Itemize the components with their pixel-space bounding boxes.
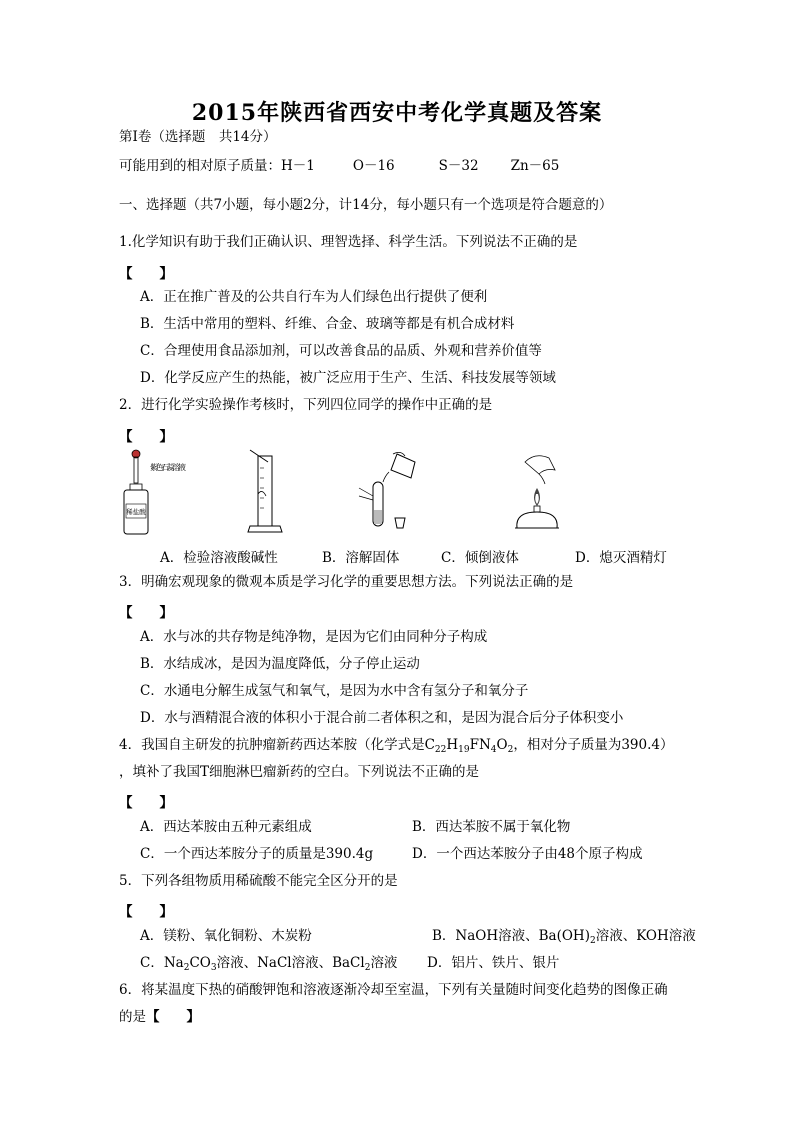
q5-option-b bbox=[432, 927, 696, 945]
figure-d-alcohol-lamp bbox=[505, 448, 575, 536]
figure-b-graduated-cylinder bbox=[238, 448, 288, 536]
mass-o: O－16 bbox=[352, 158, 395, 174]
part-heading: 第Ⅰ卷（选择题 共14分） bbox=[119, 129, 277, 145]
q4-stem-line2: ，填补了我国T细胞淋巴瘤新药的空白。下列说法不正确的是 bbox=[119, 764, 480, 780]
mass-h: H－1 bbox=[281, 158, 315, 174]
q4-stem-pre: 4．我国自主研发的抗肿瘤新药西达苯胺（化学式是C bbox=[119, 737, 435, 753]
q3-option-b: B．水结成冰，是因为温度降低，分子停止运动 bbox=[140, 656, 420, 672]
q1-option-b: B．生活中常用的塑料、纤维、合金、玻璃等都是有机合成材料 bbox=[140, 316, 515, 332]
figure-a-dropper-bottle bbox=[120, 448, 200, 536]
q2-answer-bracket: 【 】 bbox=[119, 429, 173, 445]
q1-option-c: C．合理使用食品添加剂，可以改善食品的品质、外观和营养价值等 bbox=[140, 343, 542, 359]
q5-option-c bbox=[140, 954, 397, 972]
q1-stem: 1.化学知识有助于我们正确认识、理智选择、科学生活。下列说法不正确的是 bbox=[119, 234, 578, 250]
q3-stem: 3．明确宏观现象的微观本质是学习化学的重要思想方法。下列说法正确的是 bbox=[119, 574, 574, 590]
q6-stem-line2 bbox=[119, 1008, 200, 1026]
q6-answer-bracket: 【 】 bbox=[146, 1009, 200, 1025]
q5-c-sub1: 2 bbox=[183, 963, 190, 973]
q4-el-h: H bbox=[446, 737, 459, 753]
q4-stem bbox=[119, 736, 674, 754]
q1-option-a: A．正在推广普及的公共自行车为人们绿色出行提供了便利 bbox=[140, 289, 488, 305]
q5-c-mid2: 溶液、NaCl溶液、BaCl bbox=[216, 955, 365, 971]
section-heading: 一、选择题（共7小题，每小题2分，计14分，每小题只有一个选项是符合题意的） bbox=[119, 197, 613, 213]
q5-c-sub2: 3 bbox=[210, 963, 217, 973]
q6-stem2: 的是 bbox=[119, 1009, 146, 1025]
q5-option-d: D．铝片、铁片、银片 bbox=[427, 955, 560, 971]
q2-option-c: C．倾倒液体 bbox=[441, 550, 519, 566]
q3-option-c: C．水通电分解生成氢气和氧气，是因为水中含有氢分子和氧分子 bbox=[140, 683, 529, 699]
q2-option-d: D．熄灭酒精灯 bbox=[575, 550, 667, 566]
q4-el-o: O bbox=[496, 737, 508, 753]
q5-c-pre: C．Na bbox=[140, 955, 184, 971]
q5-option-a: A．镁粉、氧化铜粉、木炭粉 bbox=[140, 928, 312, 944]
q4-option-c: C．一个西达苯胺分子的质量是390.4g bbox=[140, 846, 374, 862]
q4-sub-n: 4 bbox=[490, 745, 497, 755]
q2-option-b: B．溶解固体 bbox=[322, 550, 400, 566]
reagent-label: 紫色石蕊溶液 bbox=[150, 463, 186, 472]
atomic-masses bbox=[119, 157, 559, 175]
q1-option-d: D．化学反应产生的热能，被广泛应用于生产、生活、科技发展等领域 bbox=[140, 370, 556, 386]
q5-answer-bracket: 【 】 bbox=[119, 904, 173, 920]
q4-option-d: D．一个西达苯胺分子由48个原子构成 bbox=[412, 846, 643, 862]
q3-answer-bracket: 【 】 bbox=[119, 605, 173, 621]
q4-answer-bracket: 【 】 bbox=[119, 795, 173, 811]
mass-zn: Zn－65 bbox=[510, 158, 560, 174]
q4-sub-o: 2 bbox=[507, 745, 514, 755]
page-title: 2015年陕西省西安中考化学真题及答案 bbox=[191, 100, 603, 126]
q5-b-pre: B．NaOH溶液、Ba(OH) bbox=[432, 928, 590, 944]
q4-el-fn: FN bbox=[469, 737, 491, 753]
q3-option-d: D．水与酒精混合液的体积小于混合前二者体积之和，是因为混合后分子体积变小 bbox=[140, 710, 624, 726]
q2-option-a: A．检验溶液酸碱性 bbox=[160, 550, 278, 566]
figure-c-pouring-liquid bbox=[345, 448, 425, 536]
q2-stem: 2．进行化学实验操作考核时，下列四位同学的操作中正确的是 bbox=[119, 397, 493, 413]
q5-b-post: 溶液、KOH溶液 bbox=[595, 928, 696, 944]
q4-stem-post: ，相对分子质量为390.4） bbox=[513, 737, 674, 753]
mass-s: S－32 bbox=[438, 158, 479, 174]
q1-answer-bracket: 【 】 bbox=[119, 266, 173, 282]
q5-c-mid1: CO bbox=[189, 955, 211, 971]
q6-stem: 6．将某温度下热的硝酸钾饱和溶液逐渐冷却至室温，下列有关量随时间变化趋势的图像正确 bbox=[119, 982, 668, 998]
q5-b-sub: 2 bbox=[589, 936, 596, 946]
q4-option-b: B．西达苯胺不属于氧化物 bbox=[412, 819, 571, 835]
q4-sub-c: 22 bbox=[434, 745, 447, 755]
q4-sub-h: 19 bbox=[458, 745, 470, 755]
q5-stem: 5．下列各组物质用稀硫酸不能完全区分开的是 bbox=[119, 873, 398, 889]
atomic-masses-label: 可能用到的相对原子质量： bbox=[119, 158, 281, 174]
q4-option-a: A．西达苯胺由五种元素组成 bbox=[140, 819, 312, 835]
q5-c-post: 溶液 bbox=[370, 955, 398, 971]
bottle-label: 稀盐酸 bbox=[126, 508, 146, 516]
q5-c-sub3: 2 bbox=[364, 963, 371, 973]
q3-option-a: A．水与冰的共存物是纯净物，是因为它们由同种分子构成 bbox=[140, 629, 488, 645]
